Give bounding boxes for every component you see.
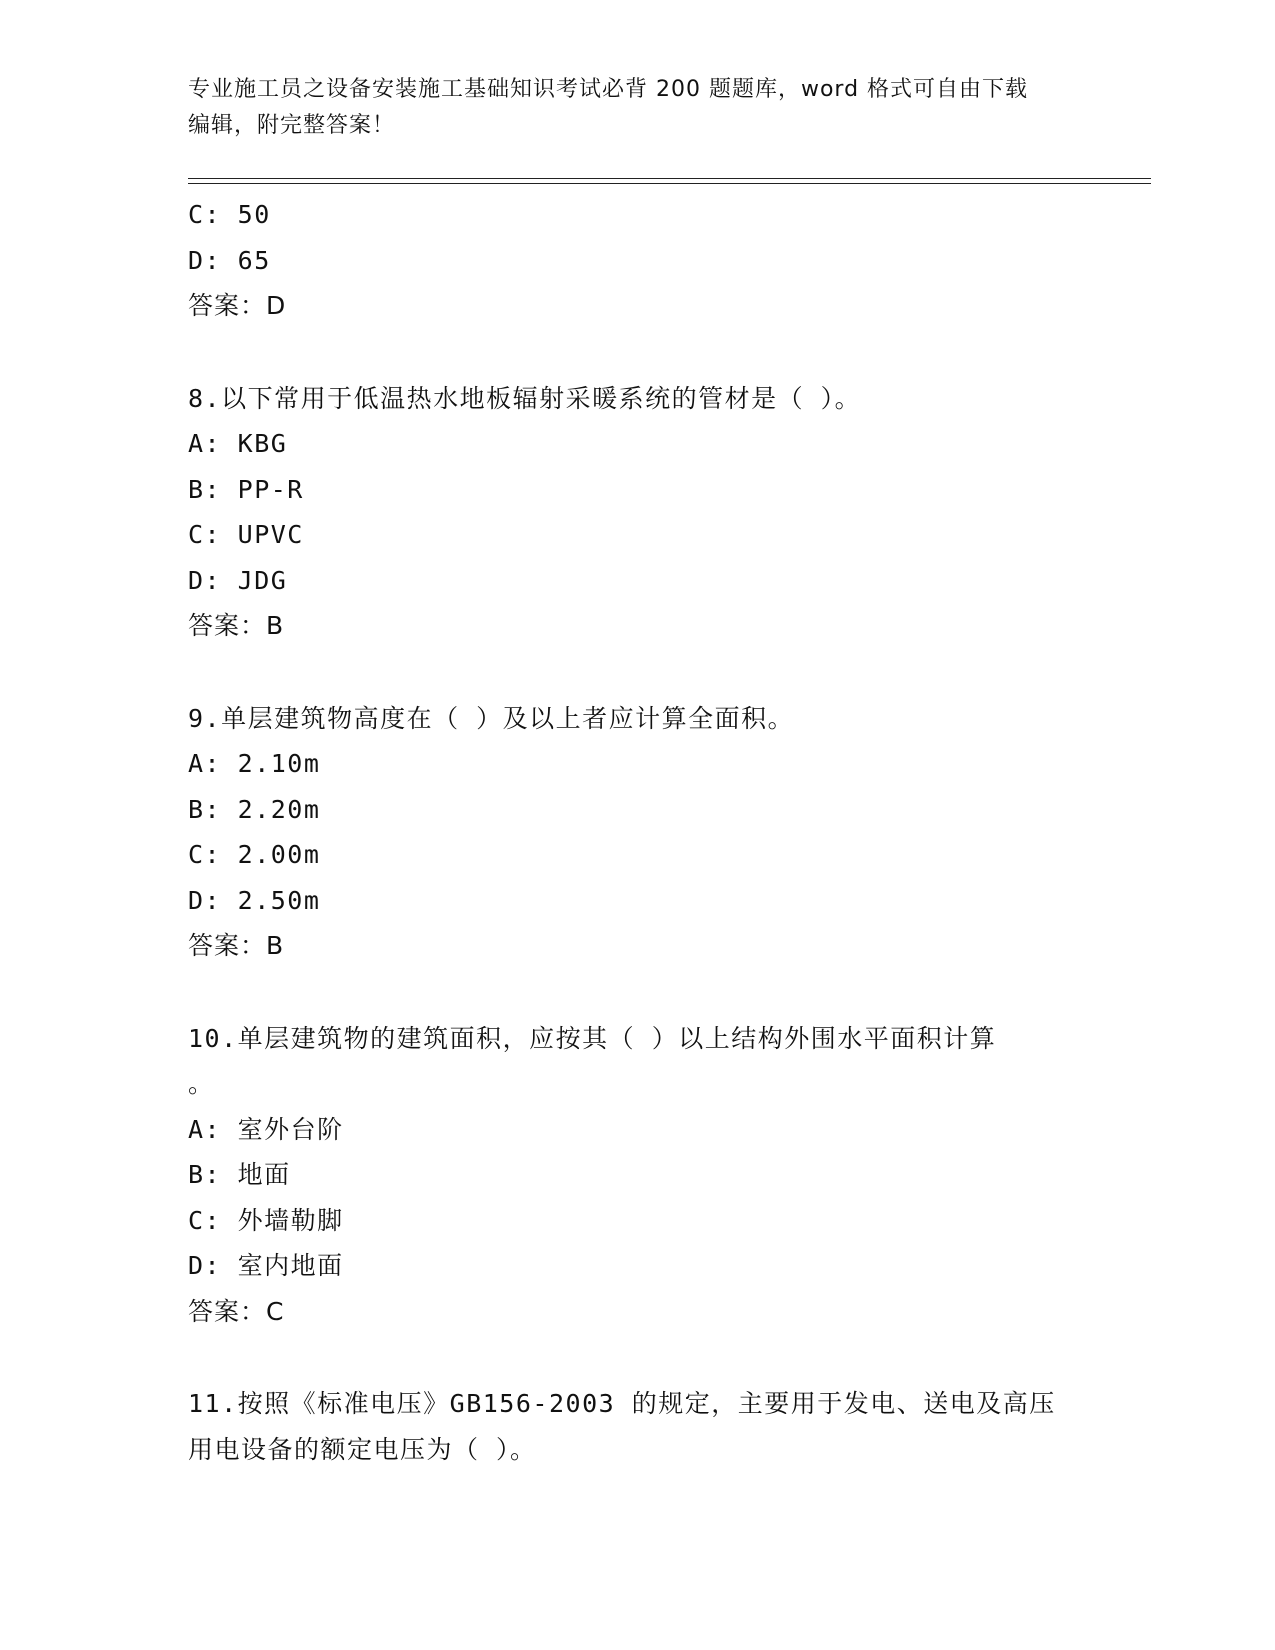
option-c: C: 50	[188, 200, 271, 229]
option-d: D: 65	[188, 245, 271, 275]
option-a: A: 室外台阶	[188, 1114, 344, 1144]
spacer	[188, 1334, 1088, 1381]
option-a: A: KBG	[188, 429, 288, 458]
spacer	[188, 969, 1088, 1016]
option-d: D: JDG	[188, 565, 288, 595]
question-8	[188, 376, 1088, 649]
option-a: A: 2.10m	[188, 749, 321, 778]
document-header	[188, 72, 1068, 144]
header-divider-top	[188, 178, 1151, 179]
answer: 答案：B	[188, 931, 285, 960]
spacer	[188, 329, 1088, 376]
header-title-line-2: 编辑，附完整答案！	[188, 113, 396, 138]
question-list	[188, 192, 1088, 1472]
option-c: C: 2.00m	[188, 840, 321, 869]
answer: 答案：C	[188, 1296, 285, 1326]
question-text-line-1: 11.按照《标准电压》GB156-2003 的规定，主要用于发电、送电及高压	[188, 1389, 1056, 1418]
question-10	[188, 1016, 1088, 1335]
question-text-line-2: 用电设备的额定电压为（ ）。	[188, 1434, 537, 1464]
option-c: C: UPVC	[188, 520, 304, 549]
header-divider-bottom	[188, 183, 1151, 184]
question-text-line-2: 。	[188, 1069, 215, 1098]
question-7-continued	[188, 192, 1088, 329]
question-text: 9.单层建筑物高度在（ ）及以上者应计算全面积。	[188, 703, 795, 733]
question-9	[188, 696, 1088, 969]
option-b: B: 地面	[188, 1160, 291, 1189]
answer: 答案：D	[188, 291, 287, 320]
option-b: B: PP-R	[188, 474, 304, 504]
spacer	[188, 649, 1088, 696]
option-c: C: 外墙勒脚	[188, 1205, 344, 1235]
option-b: B: 2.20m	[188, 794, 321, 824]
option-d: D: 2.50m	[188, 885, 321, 915]
question-text: 8.以下常用于低温热水地板辐射采暖系统的管材是（ ）。	[188, 383, 862, 413]
option-d: D: 室内地面	[188, 1251, 344, 1280]
header-title-line-1: 专业施工员之设备安装施工基础知识考试必背 200 题题库，word 格式可自由下载	[188, 77, 1029, 102]
question-text-line-1: 10.单层建筑物的建筑面积，应按其（ ）以上结构外围水平面积计算	[188, 1023, 997, 1053]
question-11	[188, 1381, 1088, 1472]
answer: 答案：B	[188, 611, 285, 640]
